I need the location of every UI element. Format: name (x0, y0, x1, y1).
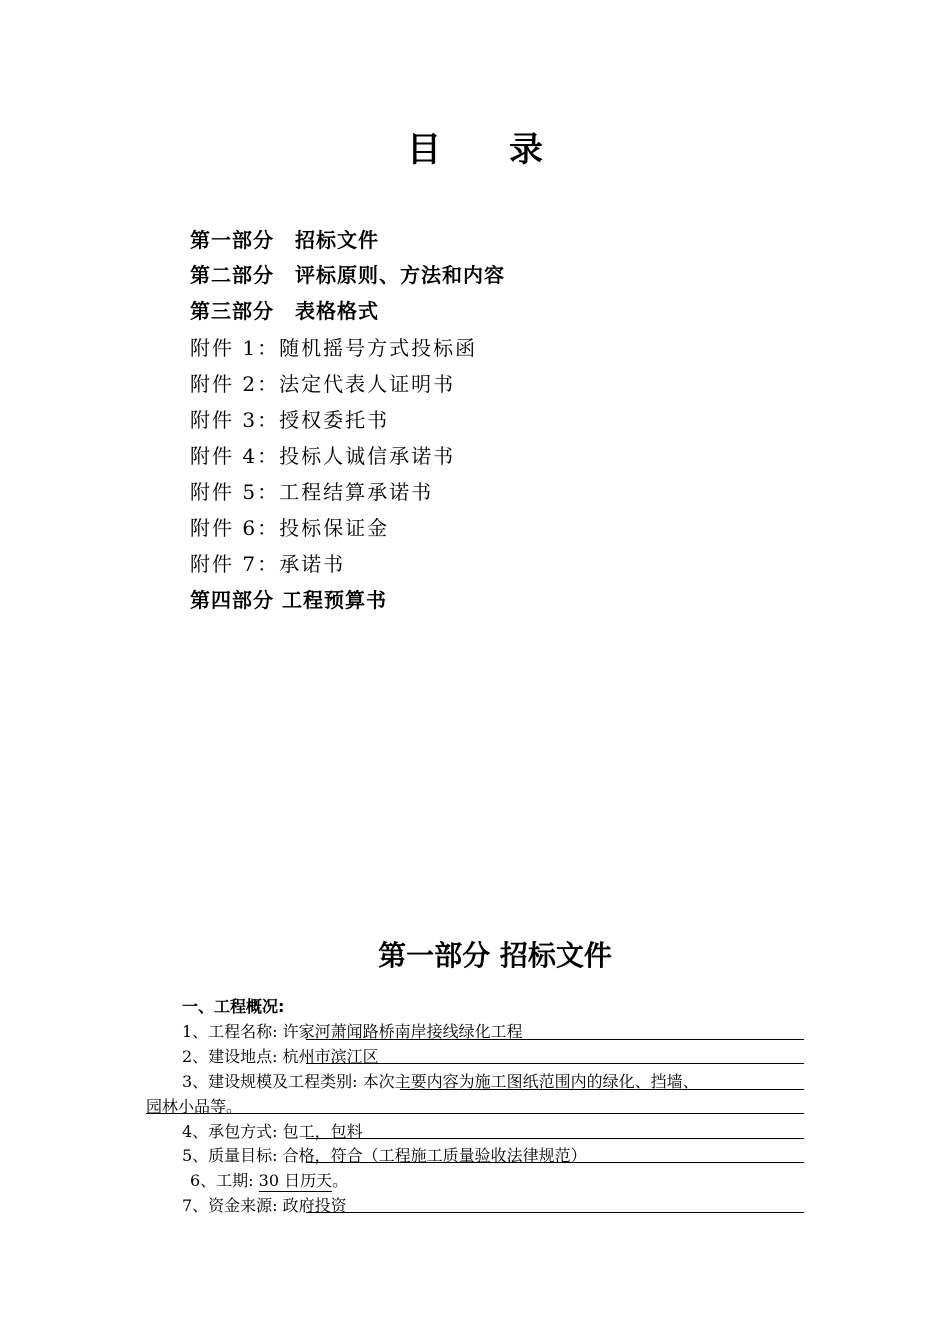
field-label: 7、资金来源: (182, 1196, 278, 1215)
field-scale-cont: 园林小品等。 (146, 1097, 243, 1116)
section-subheading: 一、工程概况: (182, 997, 285, 1016)
field-value: 合格，符合（工程施工质量验收法律规范） (282, 1146, 587, 1165)
underline (306, 1162, 804, 1163)
field-label: 1、工程名称: (182, 1022, 278, 1041)
toc-item-appendix3[interactable]: 附件 3：授权委托书 (190, 408, 390, 432)
field-value: 许家河萧闻路桥南岸接线绿化工程 (282, 1022, 523, 1041)
field-label: 3、建设规模及工程类别: (182, 1072, 358, 1091)
underline (146, 1113, 804, 1114)
field-label: 2、建设地点: (182, 1047, 278, 1066)
field-label: 4、承包方式: (182, 1122, 278, 1141)
field-value: 政府投资 (282, 1196, 347, 1215)
field-value: 杭州市滨江区 (282, 1047, 379, 1066)
toc-title: 目录 (407, 130, 611, 170)
toc-item-part2[interactable]: 第二部分 评标原则、方法和内容 (190, 263, 505, 287)
field-value: 包工，包料 (282, 1122, 363, 1141)
toc-item-appendix4[interactable]: 附件 4：投标人诚信承诺书 (190, 444, 456, 468)
toc-item-appendix2[interactable]: 附件 2：法定代表人证明书 (190, 372, 456, 396)
toc-item-appendix5[interactable]: 附件 5：工程结算承诺书 (190, 480, 434, 504)
toc-item-appendix1[interactable]: 附件 1：随机摇号方式投标函 (190, 336, 478, 360)
field-label: 5、质量目标: (182, 1146, 278, 1165)
field-value: 本次主要内容为施工图纸范围内的绿化、挡墙、 (362, 1072, 699, 1091)
underline (306, 1063, 804, 1064)
toc-item-appendix7[interactable]: 附件 7：承诺书 (190, 552, 346, 576)
underline (306, 1212, 804, 1213)
field-duration (190, 1168, 348, 1192)
section-title: 第一部分 招标文件 (378, 939, 612, 972)
field-value: 30 日历天 (259, 1168, 332, 1192)
underline (306, 1138, 804, 1139)
toc-item-part4[interactable]: 第四部分 工程预算书 (190, 588, 387, 612)
toc-item-appendix6[interactable]: 附件 6：投标保证金 (190, 516, 390, 540)
underline (306, 1039, 804, 1040)
field-label: 6、工期: (190, 1171, 254, 1190)
toc-item-part1[interactable]: 第一部分 招标文件 (190, 228, 379, 252)
field-suffix: 。 (332, 1171, 349, 1190)
toc-item-part3[interactable]: 第三部分 表格格式 (190, 299, 379, 323)
underline (400, 1089, 804, 1090)
